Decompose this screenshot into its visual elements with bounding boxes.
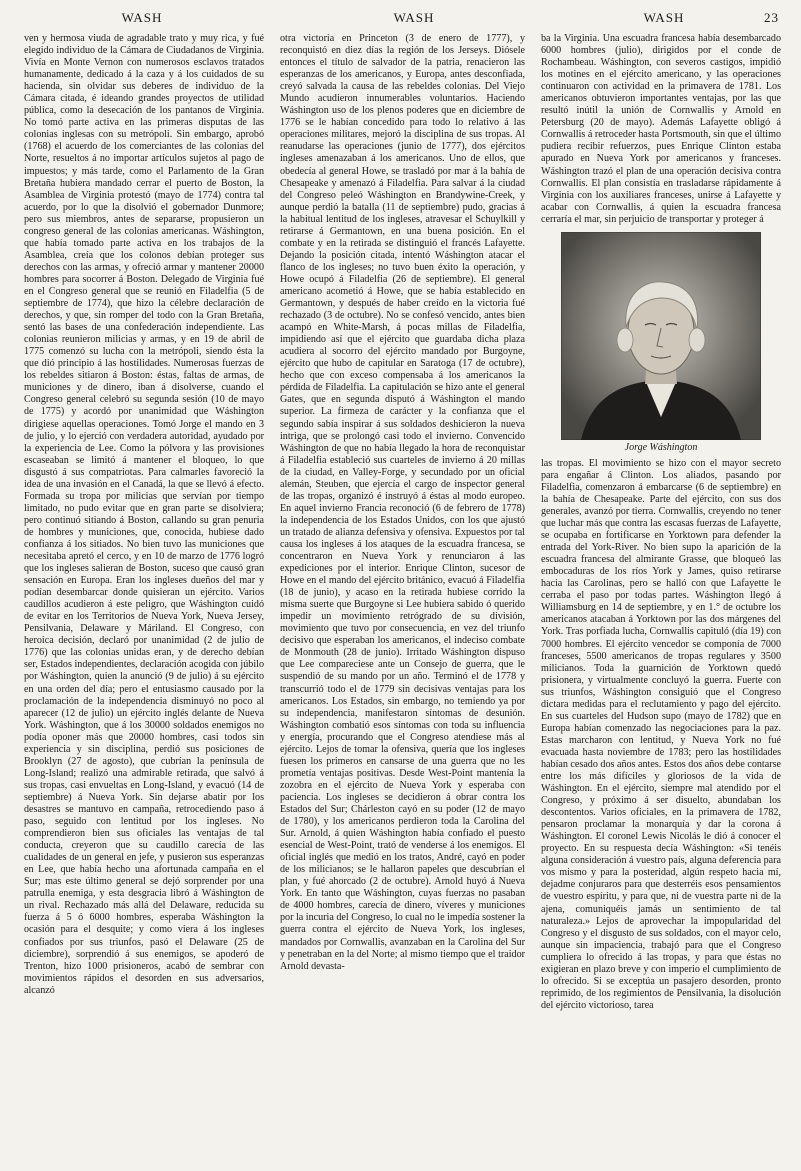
- running-header: [24, 10, 779, 30]
- column-3-paragraph-before-portrait: ba la Virginia. Una escuadra francesa había desembarcado 6000 hombres (julio), dirigidos por el conde de Rochambeau. Wáshington, con severos castigos, impidió los motines en el ejército americano, y las operaciones continuaron con actividad en la primavera de 1781. Los americanos obtuvieron importantes ventajas, por las que resultó inútil la unión de Cornwallis y Arnold en Petersburg (20 de mayo). Además Lafayette obligó á Cornwallis á retroceder hasta Portsmouth, sin que el último pudiera recibir refuerzos, pues Enrique Clinton estaba apurado en Nueva York por americanos y franceses. Wáshington trazó el plan de una operación decisiva contra Cornwallis. El plan consistía en trasladarse rápidamente á Virginia con los auxiliares franceses, unirse á Lafayette y acabar con Cornwallis, á quien la escuadra francesa cerraría el mar, sin perjuicio de transportar y proteger á: [541, 33, 781, 225]
- page-number: 23: [764, 10, 779, 25]
- portrait-caption: Jorge Wáshington: [624, 441, 698, 453]
- portrait-engraving: [561, 232, 761, 440]
- text-column-1: [24, 33, 264, 1163]
- header-left-word: WASH: [121, 10, 163, 25]
- column-1-paragraph: ven y hermosa viuda de agradable trato y muy rica, y fué elegido individuo de la Cámara de Ciudadanos de Virginia. Vivía en Monte Vernon con numerosos esclavos tratados humanamente, dedicado á la caza y á los cuidados de su hacienda, sin olvidar sus deberes de individuo de la Cámara citada, é ideando grandes proyectos de utilidad pública, como la desecación de los pantanos de Virginia. No tomó parte activa en las primeras disputas de las colonias inglesas con su metrópoli. Sin embargo, aprobó (1768) el acuerdo de los comerciantes de las colonias del Norte, resueltos á no importar artículos sujetos al pago de impuestos; y más tarde, como el Parlamento de la Gran Bretaña hubiera mandado cerrar el puerto de Boston, la Asamblea de Virginia protestó (mayo de 1774) contra tal acuerdo, por lo que la disolvió el gobernador Dunmore; pero sus miembros, antes de separarse, propusieron un congreso general de las colonias americanas. Wáshington, que había tomado parte activa en los trabajos de la Asamblea, creía que los colonos debían proteger sus derechos con las armas, y ofreció armar y mantener 20000 hombres para socorrer á Boston. Delegado de Virginia fué en el Congreso general que se reunió en Filadelfia (5 de septiembre de 1774), que hizo la célebre declaración de derechos, y que, sin romper del todo con la Gran Bretaña, sentó las bases de una confederación independiente. Las colonias reunieron milicias y armas, y en 19 de abril de 1775 comenzó su lucha con la metrópoli, siendo ésta la que dió principio á las hostilidades. Numerosas fuerzas de los rebeldes sitiaron á Boston: éstas, faltas de armas, de municiones y de dinero, iban á disolverse, cuando el Congreso general celebró su segunda sesión (10 de mayo de 1775) y acordó por unanimidad que Wáshington dirigiese aquellas operaciones. Tomó Jorge el mando en 3 de julio, y lo ejerció con verdadera autoridad, ayudado por la experiencia de Lee. Como la pólvora y las provisiones escaseaban se limitó á mantener el bloqueo, lo que disgustó á sus compatriotas. Para calmarles favoreció la idea de una invasión en el Canadá, la que se llevó á efecto. Formada su tropa por milicias que servían por tiempo limitado, no pudo evitar que en gran parte se disolviera; pero continuó sitiando á Boston, callando su gran penuria de hombres y municiones, que, conocida, hubiese dado confianza á los sitiados. No bien tuvo las municiones que necesitaba apretó el cerco, y en 10 de marzo de 1776 logró que los ingleses salieran de Boston, suceso que causó gran sensación en Europa. Eran los ingleses dueños del mar y podían desembarcar donde quisieran un ejército. Varios caudillos acudieron á este peligro, que Wáshington cuidó de evitar en los Territorios de Nueva York, Nueva Jersey, Pensilvania, Delaware y Máriland. El Congreso, con heroica decisión, declaró por unanimidad (2 de julio de 1776) que las colonias unidas eran, y de derecho debían ser, Estados independientes, declaración acogida con júbilo por Wáshington, quien la anunció (9 de julio) á su ejército en una orden del día; pero el entusiasmo causado por la proclamación de la independencia disminuyó no poco al aparecer (12 de julio) un ejército inglés delante de Nueva York. Wáshington, que á los 30000 soldados enemigos no podía oponer más que 20000 hombres, casi todos sin experiencia y sin disciplina, perdió sus posiciones de Brooklyn (27 de agosto), que cubrían la península de Long-Island; realizó una admirable retirada, que salvó á sus tropas, casi envueltas en Long-Island, y evacuó (14 de septiembre) á Nueva York. Sin dejarse abatir por los desastres se mantuvo en campaña, retrocediendo paso á paso, seguido con lentitud por los ingleses. No comprendieron bien sus oficiales las ventajas de tal conducta, creyeron que su caudillo carecía de las cualidades de un general en jefe, y pusieron sus esperanzas en Lee, que había hecho una afortunada campaña en el Sur; mas este último general se dejó sorprender por una patrulla enemiga, y esta desgracia libró á Wáshington de un rival. Rechazado más allá del Delaware, reducida su fuerza á 5 ó 6000 hombres, esperaba Wáshington la ocasión para el desquite; y como viera á los ingleses confiados por sus triunfos, pasó el Delaware (25 de diciembre), sorprendió á sus enemigos, se apoderó de Trenton, hizo 1000 prisioneros, acabó de sembrar con movimientos rápidos el desorden en sus adversarios, alcanzó: [24, 33, 264, 996]
- column-3-paragraph-after-portrait: las tropas. El movimiento se hizo con el mayor secreto para engañar á Clinton. Los aliados, pasando por Filadelfia, comenzaron á embarcarse (6 de septiembre) en la bahía de Chesapeake. Parte del ejército, con sus dos generales, avanzó por tierra. Cornwallis, creyendo no tener que luchar más que contra las escasas fuerzas de Lafayette, se ocupaba en fortificarse en Yorktown para defender la entrada del York-River. No bien supo la aparición de la escuadra francesa del almirante Grasse, que bloqueó las embocaduras de los ríos York y James, quiso retirarse hacia las Carolinas, pero se halló con que Lafayette le cerraba el paso por todas partes. Wáshington llegó á Williamsburg en 14 de septiembre, y en 1.° de octubre los americanos atacaban á Yorktown por las dos márgenes del York. Tras porfiada lucha, Cornwallis capituló (día 19) con 7000 hombres. El ejército vencedor se componía de 7000 franceses, 5500 americanos de tropas regulares y 3500 milicianos. Toda la guarnición de Yorktown quedó prisionera, y virtualmente concluyó la guerra. Fuerte con sus triunfos, Wáshington consiguió que el Congreso dictara medidas para el reclutamiento y pago del ejército. En sus cuarteles del Hudson supo (mayo de 1782) que en Europa habían comenzado las negociaciones para la paz. Estas marcharon con lentitud, y Nueva York no fué evacuada hasta noviembre de 1783; pero las hostilidades habían cesado dos años antes. Estos dos años debe contarse entre los más difíciles y gloriosos de la vida de Wáshington. En el ejército, siempre mal atendido por el Congreso, y próximo á ser disuelto, abundaban los descontentos. Varios oficiales, en la primavera de 1782, pensaron proclamar la monarquía y dar la corona á Wáshington. El coronel Lewis Nicolás le dió á conocer el proyecto. En su respuesta decía Wáshington: «Si tenéis alguna consideración á vuestro país, alguna deferencia para vos mismo y para la posteridad, algún respeto hacia mí, dejadme conjuraros para que desterréis esos pensamientos de vuestro espíritu, y para que, ni de vuestra parte ni de la ajena, comuniquéis jamás un sentimiento de tal naturaleza.» Lejos de aprovechar la impopularidad del Congreso y el disgusto de sus soldados, con el mayor celo, aunque sin impaciencia, trabajó para que el Congreso cumpliera lo ofrecido á las tropas, y para que éstas no exigieran en plazo breve y con imperio el cumplimiento de lo ofrecido. Si se exceptúa un pasajero desorden, pronto reprimido, de los regimientos de Pensilvania, la disolución del ejército victorioso, tarea: [541, 457, 781, 1011]
- text-column-3: [541, 33, 781, 1163]
- text-column-2: [280, 33, 525, 1163]
- column-2-paragraph: otra victoria en Princeton (3 de enero de 1777), y reconquistó en diez días la región de los Jerseys. Diósele entonces el título de salvador de la patria, renacieron las esperanzas de los americanos, y Europa, antes desconfiada, creyó salvada la causa de las rebeldes colonias. Del Viejo Mundo acudieron innumerables voluntarios. Haciendo Wáshington uso de los plenos poderes que en diciembre de 1776 se le habían concedido para todo lo relativo á las operaciones militares, mejoró la disciplina de sus tropas. Al reanudarse las operaciones (junio de 1777), dos ejércitos ingleses amenazaban á los americanos. Uno de ellos, que obedecía al general Howe, se trasladó por mar á la bahía de Chesapeake y amenazó á Filadelfia. Para salvar á la ciudad del Congreso peleó Wáshington en Brandywine-Creek, y aunque perdió la batalla (11 de septiembre) pudo, gracias á la habitual lentitud de los ingleses, atravesar el Schuylkill y retirarse á Germantown, en una buena posición. En el combate y en la retirada se distinguió el francés Lafayette. Dejando la posición citada, intentó Wáshington atacar el flanco de los ingleses; no tuvo buen éxito la operación, y Howe ocupó á Filadelfia (26 de septiembre). El general americano acometió á Howe, que se había establecido en Germantown, y después de haber creído en la victoria fué rechazado (3 de octubre). No se confesó vencido, antes bien acampó en White-Marsh, á pocas millas de Filadelfia, impidiendo así que el ejército que guardaba dicha plaza acudiera al socorro del ejército mandado por Burgoyne, ejército que hubo de capitular en Saratoga (17 de octubre), hecho que con exceso compensaba á los americanos la pérdida de Filadelfia. La capitulación se hizo ante el general Gates, que en segunda disputó á Wáshington el mando superior. La firmeza de carácter y la confianza que el segundo sabía inspirar á sus soldados deshicieron la nueva intriga, que se prolongó casi todo el invierno. Convencido Wáshington de que no había llegado la hora de reconquistar á Filadelfia estableció sus cuarteles de invierno á 20 millas de la ciudad, en Valley-Forge, y secundado por un oficial alemán, Steuben, que ejercía el cargo de inspector general de las tropas, organizó é instruyó á éstas al modo europeo. En aquel invierno Francia reconoció (6 de febrero de 1778) la independencia de los Estados Unidos, con los que ajustó un tratado de alianza defensiva y ofensiva. Expuestos por tal causa los ingleses á los ataques de la escuadra francesa, se concentraron en Nueva York y renunciaron á las expediciones por el interior. Enrique Clinton, sucesor de Howe en el mando del ejército británico, evacuó á Filadelfia (18 de junio), y acaso en la retirada hubiese corrido la misma suerte que Burgoyne si Lee hubiera sabido ó querido impedir un movimiento retrógrado de su división, movimiento que tuvo por consecuencia, en vez del triunfo decisivo que esperaban los americanos, el indeciso combate de Monmouth (28 de junio). Irritado Wáshington dispuso que Lee compareciese ante un Consejo de guerra, que le suspendió de su mando por un año. Terminó el de 1778 y transcurrió todo el de 1779 sin decisivas ventajas para los americanos. Los Estados, sin embargo, no temiendo ya por su independencia, manifestaron síntomas de desunión. Wáshington combatió esos síntomas con toda su influencia y energía, procurando que el Congreso atendiese más al ejército. Lejos de tomar la ofensiva, quería que los ingleses fuesen los primeros en cansarse de una guerra que no les prometía ventajas positivas. Desde West-Point mantenía la zozobra en el ejército de Nueva York y esperaba con paciencia. Los ingleses se decidieron á obrar contra los Estados del Sur; Chárleston cayó en su poder (12 de mayo de 1780), y los americanos perdieron toda la Carolina del Sur. Arnold, á quien Wáshington había confiado el puesto esencial de West-Point, trató de venderse á los enemigos. El oficial inglés que medió en los tratos, André, cayó en poder de los milicianos; se le hallaron papeles que descubrían el plan, y fué ahorcado (2 de octubre). Arnold huyó á Nueva York. En tanto que Wáshington, cuyas fuerzas no pasaban de 4000 hombres, carecía de dinero, víveres y municiones por la incuria del Congreso, lo cual no le impedía sostener la guerra contra el ejército de Nueva York, los ingleses, mandados por Cornwallis, avanzaban en la Carolina del Sur y penetraban en la del Norte; al mismo tiempo que el traidor Arnold devasta-: [280, 33, 525, 972]
- header-center-word: WASH: [393, 10, 435, 25]
- header-right-word: WASH: [643, 10, 685, 25]
